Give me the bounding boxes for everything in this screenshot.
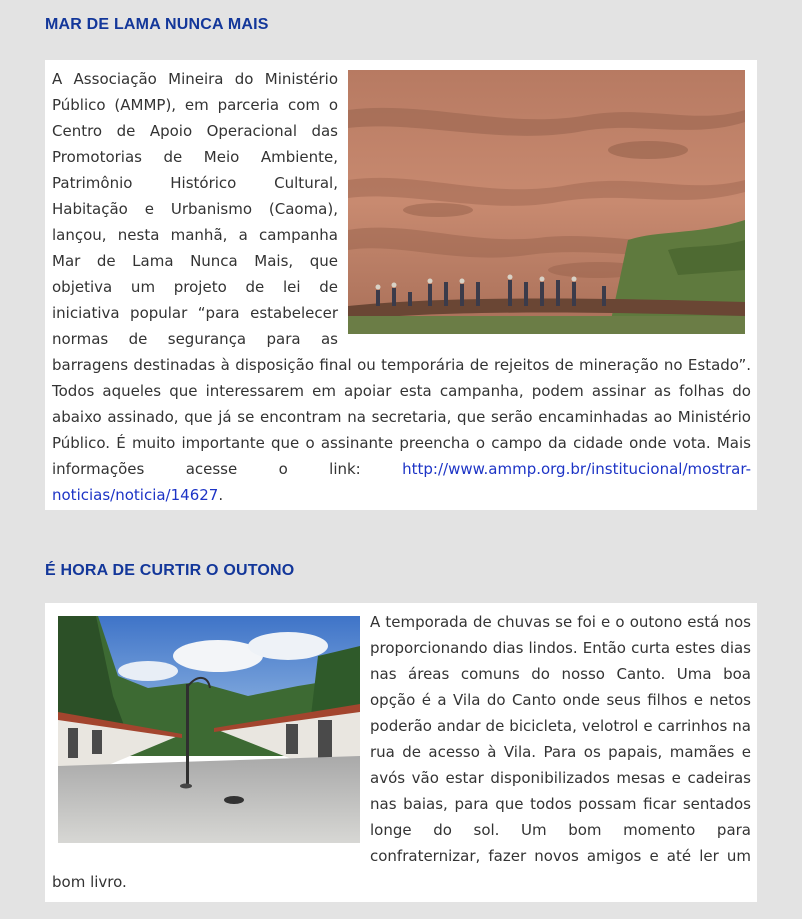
article-card-mar-de-lama [45, 60, 757, 510]
article-text-end: . [218, 486, 224, 504]
article-body-outono: A temporada de chuvas se foi e o outono está nos proporcionando dias lindos. Então curta estes dias nas áreas comuns do nosso Canto. Uma boa opção é a Vila do Canto onde seus filhos e netos poderão andar de bicicleta, velotrol e carrinhos na rua de acesso à Vila. Para os papais, mamães e avós vão estar disponibilizados mesas e cadeiras nas baias, para que todos possam ficar sentados longe do sol. Um bom momento para confraternizar, fazer novos amigos e até ler um bom livro. [52, 613, 751, 891]
ammp-news-link[interactable]: http://www.ammp.org.br/institucional/mostrar-noticias/noticia/14627 [52, 460, 751, 504]
article-card-outono [45, 603, 757, 902]
article-title-mar-de-lama: MAR DE LAMA NUNCA MAIS [45, 16, 269, 33]
vila-do-canto-photo [58, 616, 360, 843]
article-title-outono: É HORA DE CURTIR O OUTONO [45, 562, 295, 579]
article-text: A Associação Mineira do Ministério Público (AMMP), em parceria com o Centro de Apoio Operacional das Promotorias de Meio Ambiente, Patrimônio Histórico Cultural, Habitação e Urbanismo (Caoma), lançou, nesta manhã, a campanha Mar de Lama Nunca Mais, que objetiva um projeto de lei de iniciativa popular “para estabelecer normas de segurança para as barragens destinadas à disposição final ou temporária de rejeitos de mineração no Estado”. Todos aqueles que interessarem em apoiar esta campanha, podem assinar as folhas do abaixo assinado, que já se encontram na secretaria, que serão encaminhadas ao Ministério Público. É muito importante que o assinante preencha o campo da cidade onde vota. Mais informações acesse o link: [52, 70, 751, 478]
mud-flood-photo [348, 70, 745, 334]
